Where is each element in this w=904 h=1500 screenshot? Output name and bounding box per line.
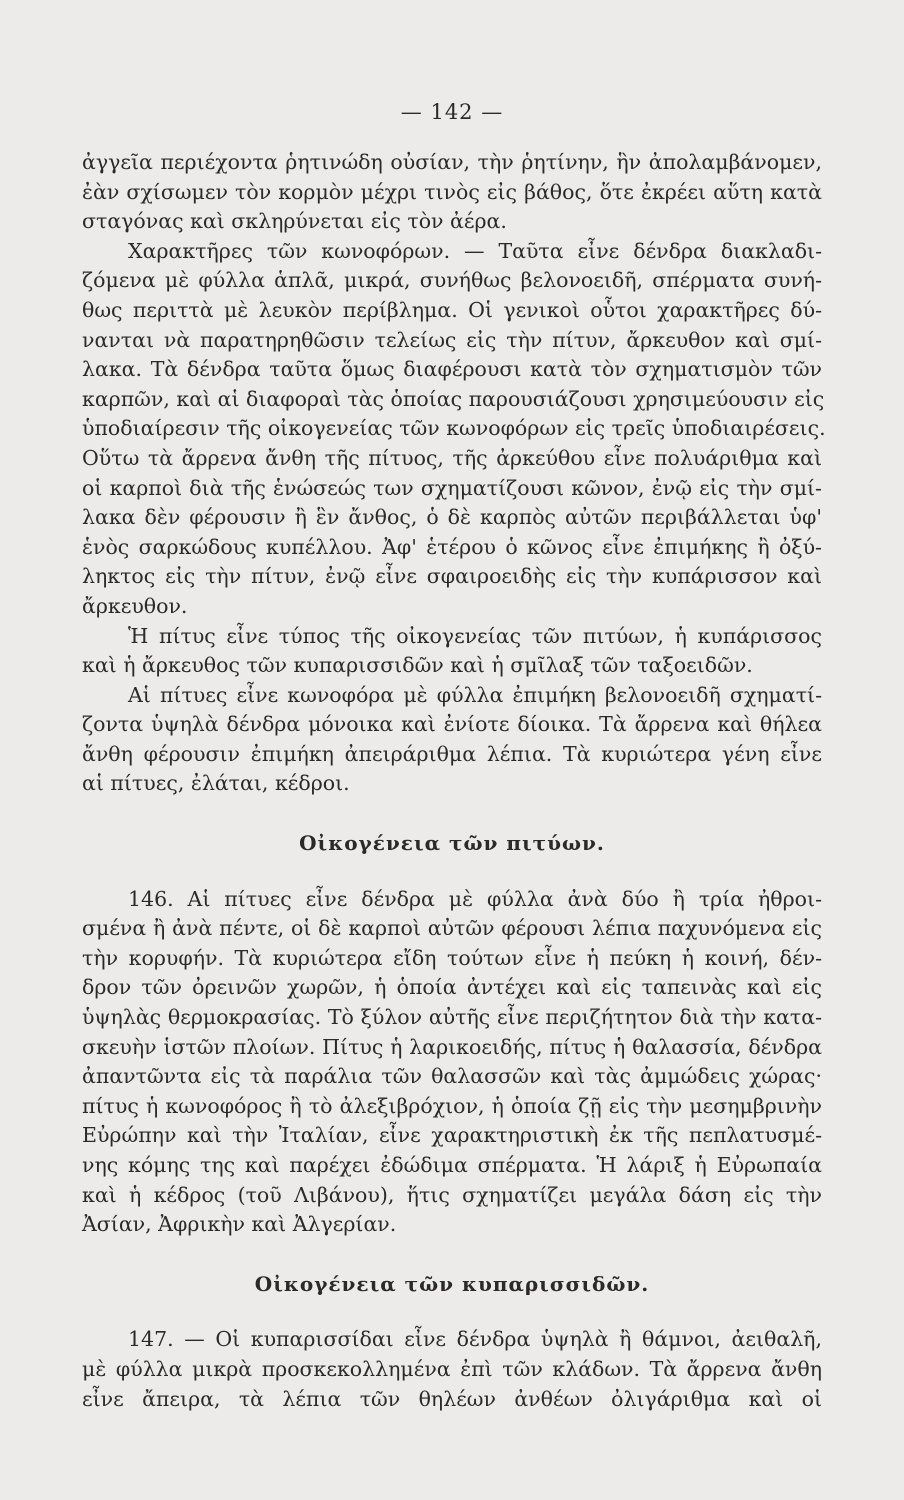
text-line: Αἱ πίτυες εἶνε κωνοφόρα μὲ φύλλα ἐπιμήκη βελονοειδῆ σχηματί-	[128, 682, 822, 707]
text-line: Ἡ πίτυς εἶνε τύπος τῆς οἰκογενείας τῶν πιτύων, ἡ κυπάρισσος	[128, 623, 822, 648]
text-line: ὑποδιαίρεσιν τῆς οἰκογενείας τῶν κωνοφόρων εἰς τρεῖς ὑποδιαιρέσεις.	[82, 416, 826, 441]
section-heading: Οἰκογένεια τῶν κυπαρισσιδῶν.	[254, 1271, 650, 1296]
text-line: καὶ ἡ κέδρος (τοῦ Λιβάνου), ἥτις σχηματίζει μεγάλα δάση εἰς τὴν	[82, 1182, 822, 1207]
text-line: εἶνε ἄπειρα, τὰ λέπια τῶν θηλέων ἀνθέων ὀλιγάριθμα καὶ οἱ	[82, 1386, 822, 1411]
text-line: ἀπαντῶντα εἰς τὰ παράλια τῶν θαλασσῶν καὶ τὰς ἀμμώδεις χώρας·	[82, 1064, 822, 1089]
text-line: μὲ φύλλα μικρὰ προσκεκολλημένα ἐπὶ τῶν κλάδων. Τὰ ἄρρενα ἄνθη	[82, 1356, 822, 1381]
page-text	[82, 148, 826, 1414]
text-line: νανται νὰ παρατηρηθῶσιν τελείως εἰς τὴν πίτυν, ἄρκευθον καὶ σμί-	[82, 327, 822, 352]
text-line: οἱ καρποὶ διὰ τῆς ἑνώσεώς των σχηματίζουσι κῶνον, ἐνῷ εἰς τὴν σμί-	[82, 475, 822, 500]
text-line: Εὐρώπην καὶ τὴν Ἰταλίαν, εἶνε χαρακτηριστικὴ ἐκ τῆς πεπλατυσμέ-	[82, 1123, 822, 1148]
text-line: λακα. Τὰ δένδρα ταῦτα ὅμως διαφέρουσι κατὰ τὸν σχηματισμὸν τῶν	[82, 357, 822, 382]
text-line: θως περιττὰ μὲ λευκὸν περίβλημα. Οἱ γενικοὶ οὗτοι χαρακτῆρες δύ-	[82, 297, 822, 322]
text-line: ζοντα ὑψηλὰ δένδρα μόνοικα καὶ ἐνίοτε δίοικα. Τὰ ἄρρενα καὶ θήλεα	[82, 712, 822, 737]
text-line: Χαρακτῆρες τῶν κωνοφόρων. — Ταῦτα εἶνε δένδρα διακλαδι-	[128, 238, 822, 263]
text-line: σμένα ἢ ἀνὰ πέντε, οἱ δὲ καρποὶ αὐτῶν φέρουσι λέπια παχυνόμενα εἰς	[82, 916, 822, 941]
text-line: τὴν κορυφήν. Τὰ κυριώτερα εἴδη τούτων εἶνε ἡ πεύκη ἡ κοινή, δέν-	[82, 945, 822, 970]
page-number: — 142 —	[400, 100, 504, 124]
text-line: αἱ πίτυες, ἐλάται, κέδροι.	[82, 771, 350, 796]
text-line: ληκτος εἰς τὴν πίτυν, ἐνῷ εἶνε σφαιροειδὴς εἰς τὴν κυπάρισσον καὶ	[82, 564, 822, 589]
text-line: ἑνὸς σαρκώδους κυπέλλου. Ἀφ' ἑτέρου ὁ κῶνος εἶνε ἐπιμήκης ἢ ὀξύ-	[82, 534, 822, 559]
section-heading: Οἰκογένεια τῶν πιτύων.	[299, 831, 605, 856]
text-line: ὑψηλὰς θερμοκρασίας. Τὸ ξύλον αὐτῆς εἶνε περιζήτητον διὰ τὴν κατα-	[82, 1005, 822, 1030]
text-line: ἄρκευθον.	[82, 593, 188, 618]
text-line: καρπῶν, καὶ αἱ διαφοραὶ τὰς ὁποίας παρουσιάζουσι χρησιμεύουσιν εἰς	[82, 386, 825, 411]
text-line: ἄνθη φέρουσιν ἐπιμήκη ἀπειράριθμα λέπια. Τὰ κυριώτερα γένη εἶνε	[82, 741, 822, 766]
text-line: σκευὴν ἱστῶν πλοίων. Πίτυς ἡ λαρικοειδής, πίτυς ἡ θαλασσία, δένδρα	[82, 1034, 822, 1059]
text-line: ζόμενα μὲ φύλλα ἁπλᾶ, μικρά, συνήθως βελονοειδῆ, σπέρματα συνή-	[82, 268, 822, 293]
text-line: ἐὰν σχίσωμεν τὸν κορμὸν μέχρι τινὸς εἰς βάθος, ὅτε ἐκρέει αὕτη κατὰ	[82, 179, 822, 204]
text-line: ἀγγεῖα περιέχοντα ῥητινώδη οὐσίαν, τὴν ῥητίνην, ἣν ἀπολαμβάνομεν,	[82, 150, 822, 174]
text-line: 147. — Οἱ κυπαρισσίδαι εἶνε δένδρα ὑψηλὰ ἢ θάμνοι, ἀειθαλῆ,	[128, 1327, 822, 1352]
text-line: Ἀσίαν, Ἀφρικὴν καὶ Ἀλγερίαν.	[82, 1212, 397, 1237]
text-line: Οὕτω τὰ ἄρρενα ἄνθη τῆς πίτυος, τῆς ἀρκεύθου εἶνε πολυάριθμα καὶ	[82, 445, 822, 470]
text-line: σταγόνας καὶ σκληρύνεται εἰς τὸν ἀέρα.	[82, 209, 507, 234]
text-line: καὶ ἡ ἄρκευθος τῶν κυπαρισσιδῶν καὶ ἡ σμῖλαξ τῶν ταξοειδῶν.	[82, 653, 753, 678]
text-line: πίτυς ἡ κωνοφόρος ἢ τὸ ἀλεξιβρόχιον, ἡ ὁποία ζῇ εἰς τὴν μεσημβρινὴν	[82, 1093, 822, 1118]
text-line: 146. Αἱ πίτυες εἶνε δένδρα μὲ φύλλα ἀνὰ δύο ἢ τρία ἠθροι-	[128, 886, 822, 911]
text-line: νης κόμης της καὶ παρέχει ἐδώδιμα σπέρματα. Ἡ λάριξ ἡ Εὐρωπαία	[82, 1153, 822, 1177]
text-line: λακα δὲν φέρουσιν ἢ ἓν ἄνθος, ὁ δὲ καρπὸς αὐτῶν περιβάλλεται ὑφ'	[82, 505, 822, 530]
text-line: δρον τῶν ὀρεινῶν χωρῶν, ἡ ὁποία ἀντέχει καὶ εἰς ταπεινὰς καὶ εἰς	[82, 975, 822, 1000]
